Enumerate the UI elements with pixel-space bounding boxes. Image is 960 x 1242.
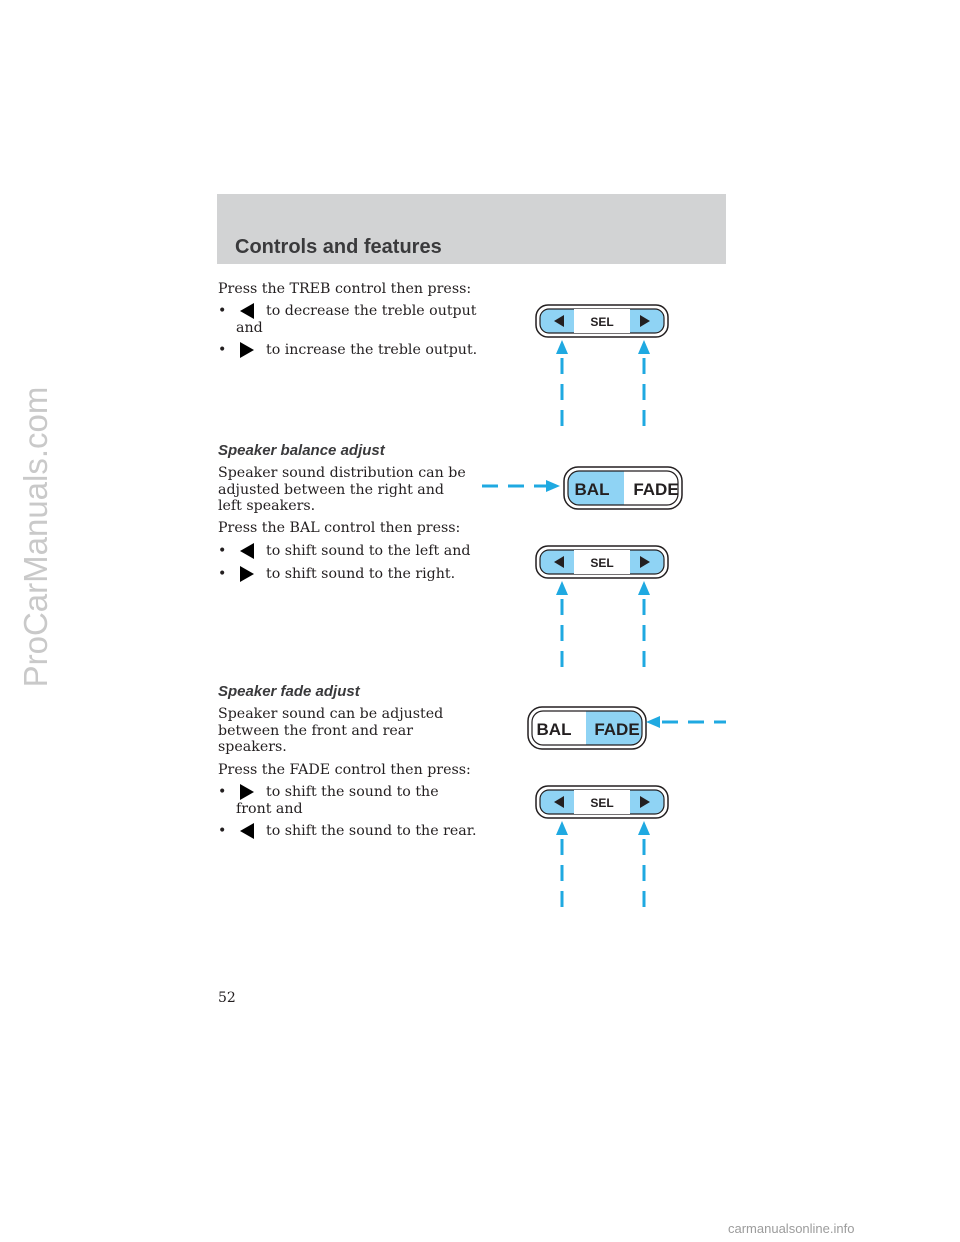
section-title: Controls and features [235, 236, 442, 258]
balance-para: Speaker sound distribution can be adjusted between the right and left speakers. [218, 465, 466, 514]
right-arrow-icon [240, 784, 254, 800]
fade-heading: Speaker fade adjust [218, 683, 360, 700]
right-arrow-icon [240, 566, 254, 582]
treble-bullet-increase [218, 342, 480, 359]
sel-rocker-figure-fade [530, 781, 680, 916]
treble-bullet-decrease [218, 303, 480, 336]
bullet-text: to shift the sound to the rear. [266, 823, 477, 839]
fade-label: FADE [594, 720, 640, 739]
bullet-dot: • [218, 566, 227, 582]
bal-label: BAL [536, 720, 572, 739]
bullet-text: to shift sound to the right. [266, 566, 456, 582]
bal-label: BAL [574, 480, 610, 499]
sel-rocker-figure-treble [530, 300, 680, 435]
bullet-text-cont: and [236, 319, 263, 336]
bullet-dot: • [218, 784, 227, 800]
bullet-text: to shift sound to the left and [266, 543, 471, 559]
balance-bullet-right [218, 566, 480, 583]
bullet-dot: • [218, 303, 227, 319]
bullet-dot: • [218, 823, 227, 839]
footer-url: carmanualsonline.info [728, 1221, 855, 1236]
bal-fade-figure-fade [524, 704, 728, 754]
sel-label: SEL [590, 796, 614, 810]
bal-fade-figure-balance [478, 464, 688, 514]
fade-label: FADE [633, 480, 679, 499]
sel-label: SEL [590, 556, 614, 570]
bullet-dot: • [218, 342, 227, 358]
balance-intro: Press the BAL control then press: [218, 520, 461, 536]
fade-bullet-rear [218, 823, 480, 840]
balance-bullet-left [218, 543, 480, 560]
balance-heading: Speaker balance adjust [218, 442, 385, 459]
left-arrow-icon [240, 543, 254, 559]
section-header [217, 194, 726, 264]
bullet-text: to decrease the treble output [266, 303, 477, 319]
sel-label: SEL [590, 315, 614, 329]
treble-intro: Press the TREB control then press: [218, 281, 472, 297]
bullet-text-cont: front and [236, 800, 303, 817]
bullet-dot: • [218, 543, 227, 559]
bullet-text: to increase the treble output. [266, 342, 478, 358]
fade-para: Speaker sound can be adjusted between the front and rear speakers. [218, 706, 444, 755]
left-arrow-icon [240, 303, 254, 319]
sel-rocker-figure-balance [530, 541, 680, 676]
fade-intro: Press the FADE control then press: [218, 762, 471, 778]
right-arrow-icon [240, 342, 254, 358]
watermark: ProCarManuals.com [17, 386, 54, 688]
left-arrow-icon [240, 823, 254, 839]
page-number: 52 [218, 990, 236, 1006]
bullet-text: to shift the sound to the [266, 784, 439, 800]
fade-bullet-front [218, 784, 480, 817]
